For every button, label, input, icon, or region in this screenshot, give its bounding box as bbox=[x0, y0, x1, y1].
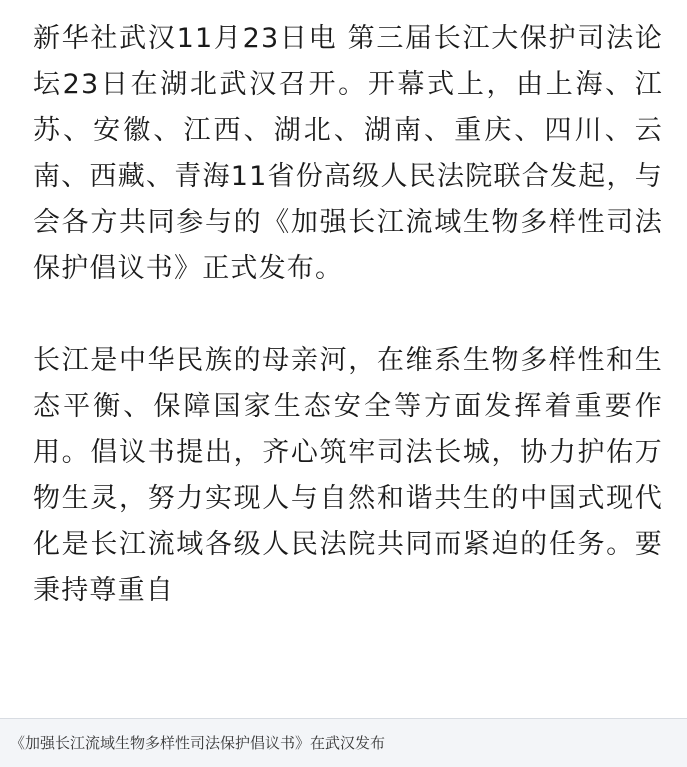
article-paragraph-1: 新华社武汉11月23日电 第三届长江大保护司法论坛23日在湖北武汉召开。开幕式上，由上海、江苏、安徽、江西、湖北、湖南、重庆、四川、云南、西藏、青海11省份高级人民法院联合发起，与会各方共同参与的《加强长江流域生物多样性司法保护倡议书》正式发布。 bbox=[33, 23, 663, 284]
image-caption-bar bbox=[0, 719, 687, 767]
article-paragraph-2: 长江是中华民族的母亲河，在维系生物多样性和生态平衡、保障国家生态安全等方面发挥着重要作用。倡议书提出，齐心筑牢司法长城，协力护佑万物生灵，努力实现人与自然和谐共生的中国式现代化是长江流域各级人民法院共同而紧迫的任务。要秉持尊重自 bbox=[33, 345, 663, 606]
image-caption: 《加强长江流域生物多样性司法保护倡议书》在武汉发布 bbox=[10, 734, 386, 752]
